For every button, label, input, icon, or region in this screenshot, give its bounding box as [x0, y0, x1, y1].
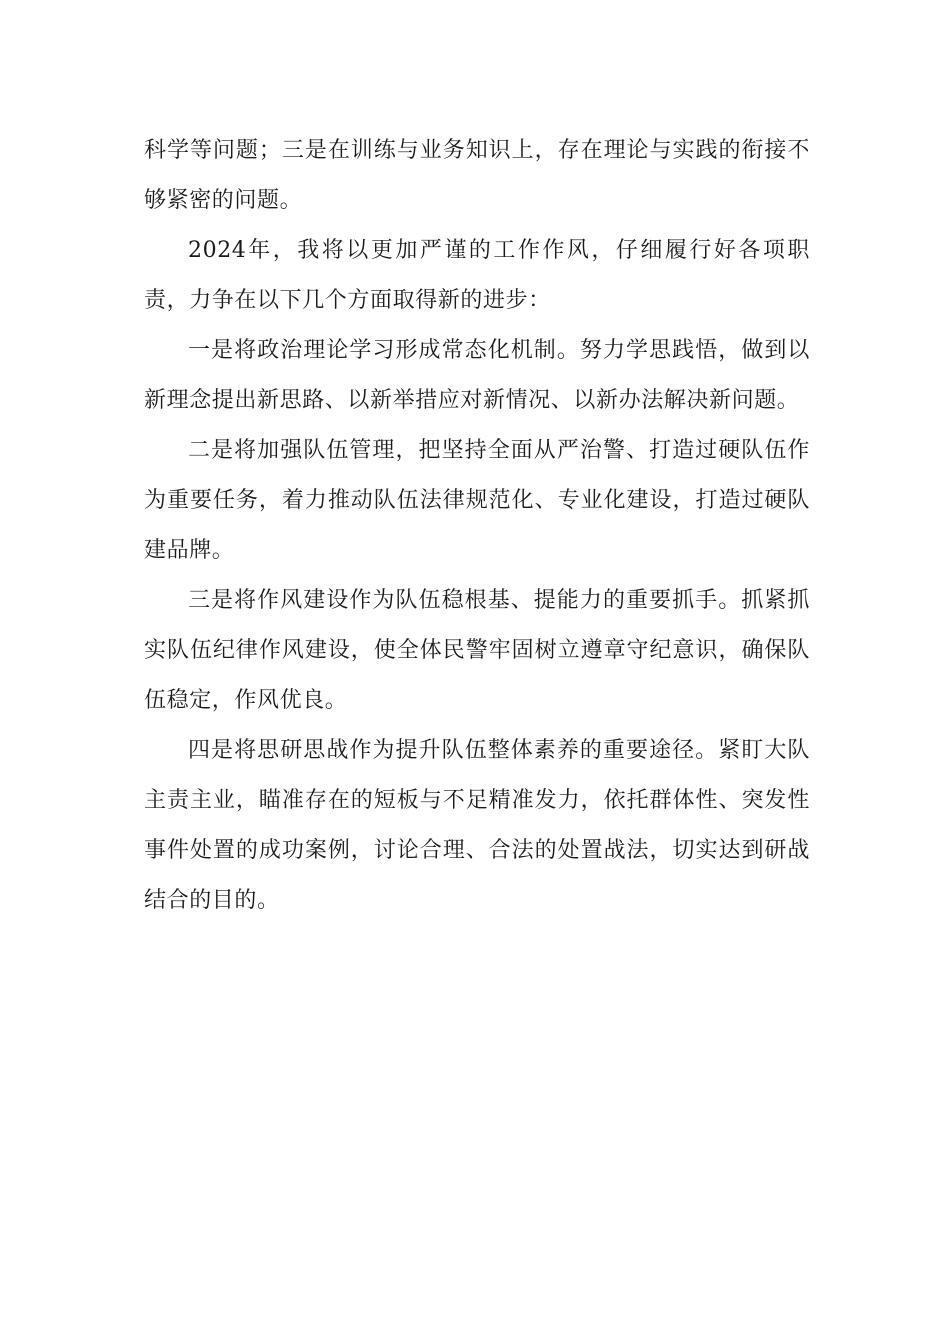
paragraph-point-three: 三是将作风建设作为队伍稳根基、提能力的重要抓手。抓紧抓实队伍纪律作风建设，使全体民警牢固树立遵章守纪意识，确保队伍稳定，作风优良。	[144, 588, 810, 713]
paragraph-plan-intro: 2024年，我将以更加严谨的工作作风，仔细履行好各项职责，力争在以下几个方面取得新的进步：	[144, 238, 810, 313]
paragraph-point-one: 一是将政治理论学习形成常态化机制。努力学思践悟，做到以新理念提出新思路、以新举措应对新情况、以新办法解决新问题。	[144, 338, 810, 413]
paragraph-point-four: 四是将思研思战作为提升队伍整体素养的重要途径。紧盯大队主责主业，瞄准存在的短板与不足精准发力，依托群体性、突发性事件处置的成功案例，讨论合理、合法的处置战法，切实达到研战结合的目的。	[144, 738, 810, 913]
paragraph-point-two: 二是将加强队伍管理，把坚持全面从严治警、打造过硬队伍作为重要任务，着力推动队伍法律规范化、专业化建设，打造过硬队建品牌。	[144, 438, 810, 563]
paragraph-continuation: 科学等问题；三是在训练与业务知识上，存在理论与实践的衔接不够紧密的问题。	[144, 138, 810, 213]
document-body	[144, 126, 810, 926]
